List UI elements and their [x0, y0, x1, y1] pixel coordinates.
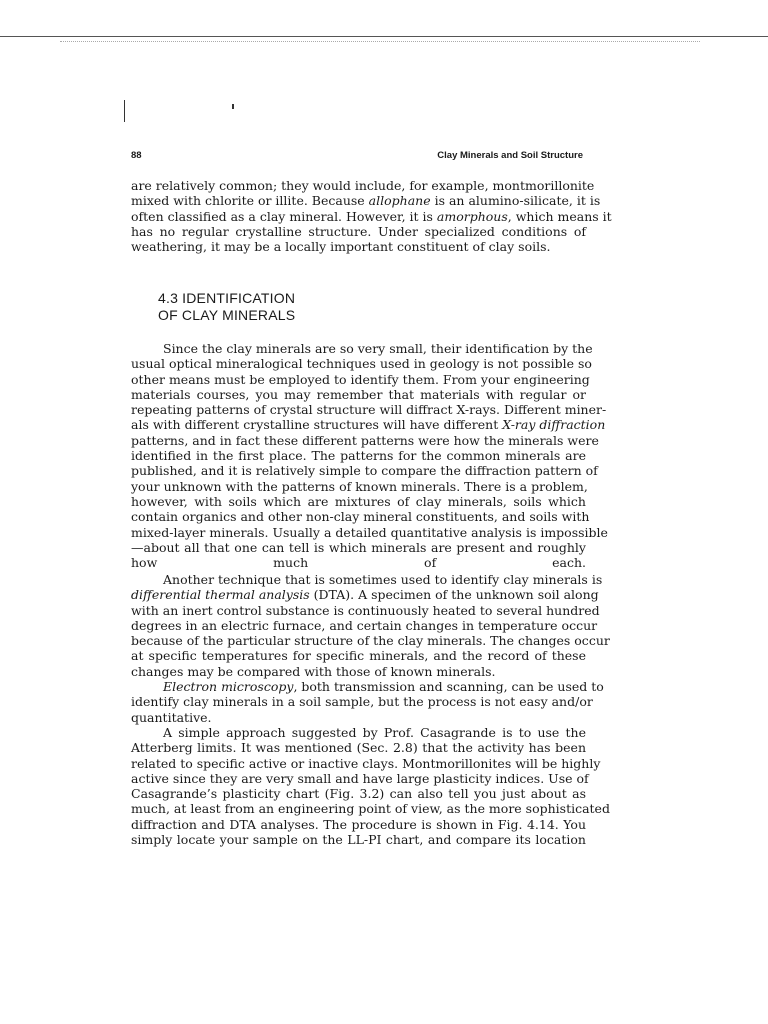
scan-border-line-faint	[60, 41, 700, 42]
text-line: because of the particular structure of the clay minerals. The changes occur	[131, 633, 610, 649]
text-line: mixed-layer minerals. Usually a detailed quantitative analysis is impossible	[131, 524, 608, 540]
chapter-title: Clay Minerals and Soil Structure	[437, 150, 583, 161]
term-allophane: allophane	[368, 193, 431, 209]
text-line: how much of each.	[131, 555, 586, 571]
intro-paragraph	[131, 178, 612, 255]
text-line: has no regular crystalline structure. Under specialized conditions of	[131, 223, 586, 239]
text-line: are relatively common; they would include, for example, montmorillonite	[131, 178, 595, 193]
text-line: related to specific active or inactive clays. Montmorillonites will be highly	[131, 755, 601, 771]
scan-speck	[124, 100, 125, 122]
term-amorphous: amorphous	[436, 208, 508, 224]
text-line: patterns, and in fact these different patterns were how the minerals were	[131, 432, 599, 448]
section-heading-line: OF CLAY MINERALS	[158, 307, 296, 323]
text-line: simply locate your sample on the LL-PI chart, and compare its location	[131, 832, 586, 848]
text-line: weathering, it may be a locally important constituent of clay soils.	[131, 239, 551, 255]
text-line: other means must be employed to identify them. From your engineering	[131, 371, 590, 387]
term-x-ray-diffraction: X-ray diffraction	[502, 417, 606, 433]
text-line: quantitative.	[131, 709, 212, 725]
text-line: Atterberg limits. It was mentioned (Sec. 2.8) that the activity has been	[131, 740, 586, 756]
text-line: materials courses, you may remember that materials with regular or	[131, 386, 586, 402]
scan-speck	[232, 104, 234, 109]
body-paragraph	[131, 572, 610, 679]
text-line: Electron microscopy, both transmission and scanning, can be used to	[163, 679, 604, 694]
text-line: als with different crystalline structures will have different X-ray diffraction	[131, 417, 606, 433]
running-head	[131, 150, 583, 164]
body-paragraph	[131, 725, 610, 848]
text-line: diffraction and DTA analyses. The procedure is shown in Fig. 4.14. You	[131, 816, 586, 832]
term-differential-thermal-analysis: differential thermal analysis	[131, 587, 310, 603]
section-heading	[158, 290, 295, 324]
text-line: A simple approach suggested by Prof. Casagrande is to use the	[163, 725, 586, 740]
term-electron-microscopy: Electron microscopy	[163, 679, 294, 694]
text-line: at specific temperatures for specific minerals, and the record of these	[131, 648, 586, 664]
text-line: differential thermal analysis (DTA). A specimen of the unknown soil along	[131, 587, 599, 603]
text-line: usual optical mineralogical techniques used in geology is not possible so	[131, 356, 592, 372]
body-paragraph	[131, 341, 608, 587]
text-line: Casagrande’s plasticity chart (Fig. 3.2) can also tell you just about as	[131, 786, 586, 802]
text-line: degrees in an electric furnace, and certain changes in temperature occur	[131, 617, 598, 633]
text-line: however, with soils which are mixtures of clay minerals, soils which	[131, 493, 586, 509]
page-number: 88	[131, 150, 142, 161]
text-line: contain organics and other non-clay mineral constituents, and soils with	[131, 509, 590, 525]
body-paragraph	[131, 679, 604, 725]
text-line: published, and it is relatively simple to compare the diffraction pattern of	[131, 463, 598, 479]
section-heading-line: 4.3 IDENTIFICATION	[158, 290, 296, 306]
text-line: your unknown with the patterns of known minerals. There is a problem,	[131, 478, 588, 494]
text-line: repeating patterns of crystal structure will diffract X-rays. Different miner-	[131, 402, 607, 418]
text-line: Since the clay minerals are so very small, their identification by the	[163, 341, 593, 356]
text-line: changes may be compared with those of known minerals.	[131, 663, 496, 679]
text-line: with an inert control substance is continuously heated to several hundred	[131, 602, 600, 618]
text-line: mixed with chlorite or illite. Because allophane is an alumino-silicate, it is	[131, 193, 601, 209]
text-line: much, at least from an engineering point of view, as the more sophisticated	[131, 801, 610, 817]
scan-border-line	[0, 36, 768, 37]
text-line: active since they are very small and have large plasticity indices. Use of	[131, 770, 589, 786]
text-line: —about all that one can tell is which minerals are present and roughly	[131, 539, 586, 555]
text-line: Another technique that is sometimes used to identify clay minerals is	[163, 572, 603, 587]
text-line: often classified as a clay mineral. However, it is amorphous, which means it	[131, 208, 612, 224]
text-line: identified in the first place. The patterns for the common minerals are	[131, 448, 586, 464]
text-line: identify clay minerals in a soil sample, but the process is not easy and/or	[131, 694, 593, 710]
